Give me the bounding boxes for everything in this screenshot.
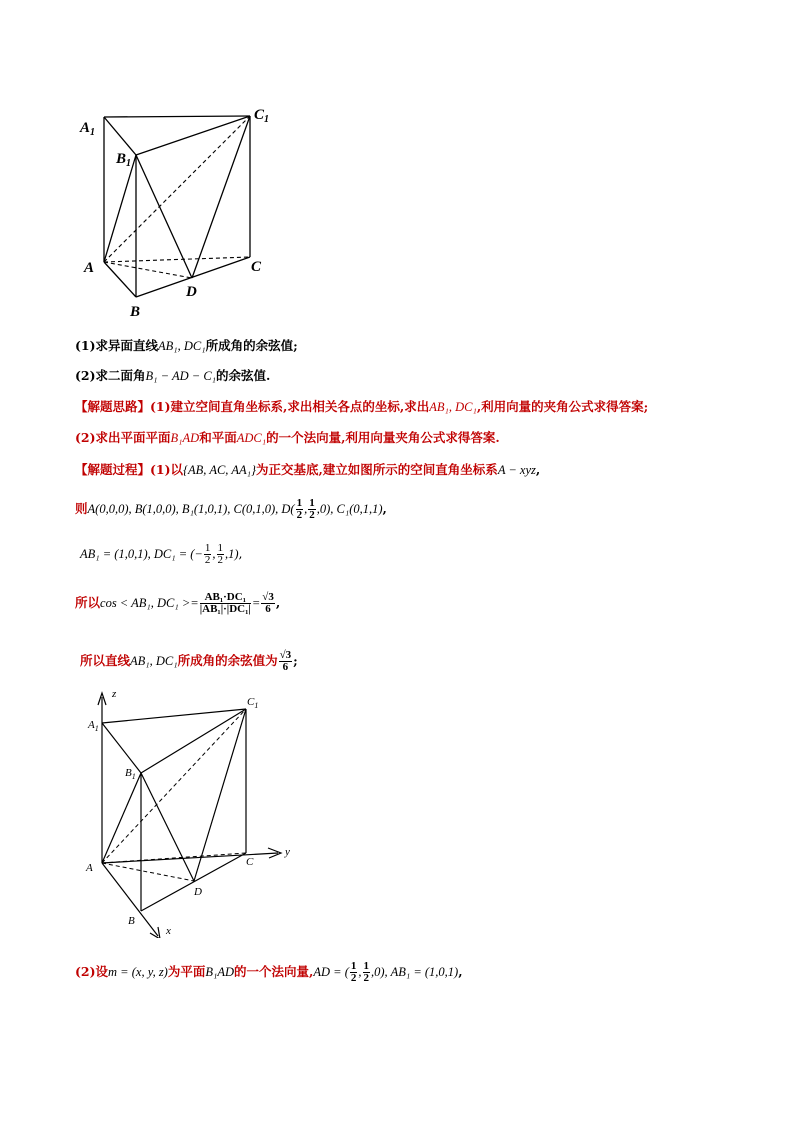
prism-figure-1 <box>70 100 290 325</box>
edge-a-b <box>104 262 136 297</box>
edge-b-c <box>141 853 246 911</box>
solution-idea-1: 【解题思路】(1)建立空间直角坐标系,求出相关各点的坐标,求出AB₁, DC₁,利用向量的夹角公式求得答案; <box>75 399 649 414</box>
label-c: C <box>246 856 254 868</box>
label-b1: $B_1$ <box>125 767 136 781</box>
edge-b1-c1 <box>141 709 246 773</box>
edge-c1-d <box>192 116 250 278</box>
label-z: z <box>112 688 117 700</box>
edge-a-c-dashed <box>102 853 246 863</box>
question-2: (2)求二面角B₁ − AD − C₁的余弦值. <box>75 368 271 383</box>
edge-a-d-dashed <box>102 863 194 881</box>
label-a: A <box>84 260 95 276</box>
cosine-line: 所以cos < AB₁, DC₁ >= $\frac{\text{AB₁·DC₁}}{\text{|AB₁|·|DC₁|}}$ = $\frac{√3}{6}$ , <box>75 591 281 615</box>
edge-a1-b1 <box>104 117 136 155</box>
label-b1: $B_1$ <box>116 151 132 169</box>
edge-b1-d <box>141 773 194 881</box>
question-1: (1)求异面直线AB₁, DC₁所成角的余弦值; <box>75 338 298 353</box>
label-y: y <box>285 846 290 858</box>
edge-a-c-dashed <box>104 257 250 262</box>
label-c1: $C_1$ <box>247 696 259 710</box>
part-2-line: (2)设m = (x, y, z)为平面B₁AD的一个法向量,AD = ( $\frac{1}{2}$ , $\frac{1}{2}$ ,0), AB₁ = (1,0,1), <box>75 960 463 984</box>
label-a: A <box>86 862 93 874</box>
solution-process-1: 【解题过程】(1)以{AB, AC, AA₁}为正交基底,建立如图所示的空间直角坐标系A − xyz, <box>75 462 541 477</box>
label-x: x <box>166 925 171 937</box>
label-c1: $C_1$ <box>254 107 270 125</box>
label-b: B <box>128 915 135 927</box>
solution-idea-2: (2)求出平面平面B₁AD和平面ADC₁的一个法向量,利用向量夹角公式求得答案. <box>75 430 500 445</box>
label-c: C <box>251 259 262 275</box>
prism-figure-2-with-axes <box>78 683 308 938</box>
edge-a1-c1 <box>104 116 250 117</box>
coordinates-line: 则A(0,0,0), B(1,0,0), B₁(1,0,1), C(0,1,0), D( $\frac{1}{2}$ , $\frac{1}{2}$ ,0), C₁(0,1,1), <box>75 497 387 521</box>
edge-b1-c1 <box>136 116 250 155</box>
label-a1: $A_1$ <box>80 120 96 138</box>
label-b: B <box>130 304 141 320</box>
vectors-line: AB₁ = (1,0,1), DC₁ = (− $\frac{1}{2}$ , $\frac{1}{2}$ ,1), <box>80 542 243 566</box>
answer-1-line: 所以直线AB₁, DC₁所成角的余弦值为 $\frac{√3}{6}$ ; <box>80 649 298 673</box>
label-d: D <box>194 886 202 898</box>
edge-a1-b1 <box>102 723 141 773</box>
edge-b1-a <box>102 773 141 863</box>
label-a1: $A_1$ <box>88 719 99 733</box>
edge-a1-c1 <box>102 709 246 723</box>
label-d: D <box>186 284 197 300</box>
